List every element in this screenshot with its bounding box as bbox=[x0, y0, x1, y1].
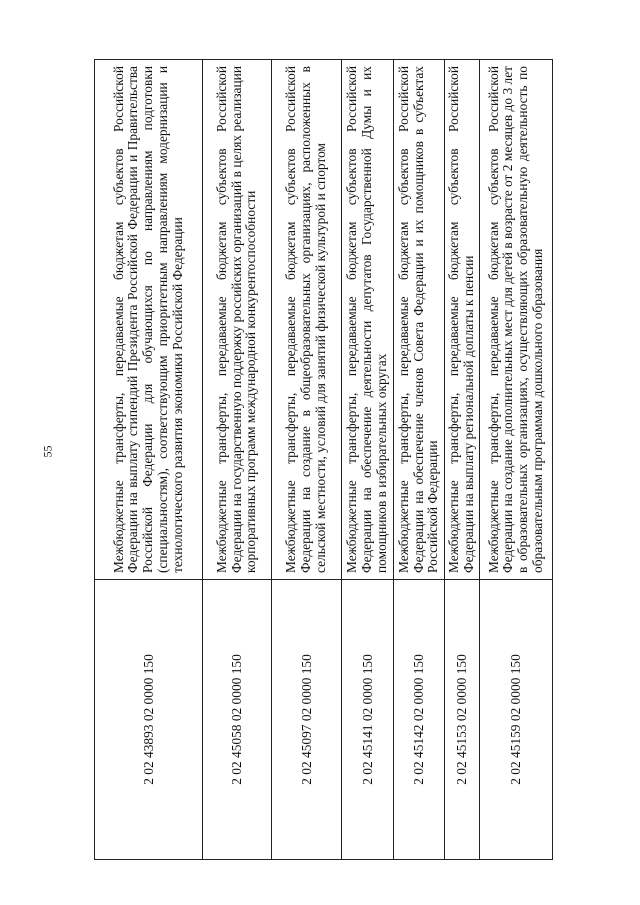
description-cell: Межбюджетные трансферты, передаваемые бюджетам субъектов Российской Федерации на обеспечение деятельности депутатов Государственной Думы и их помощников в избирательных округах bbox=[342, 60, 394, 580]
description-cell: Межбюджетные трансферты, передаваемые бюджетам субъектов Российской Федерации на обеспечение членов Совета Федерации и их помощников в субъектах Российской Федерации bbox=[394, 60, 445, 580]
table-row bbox=[480, 60, 553, 860]
description-cell: Межбюджетные трансферты, передаваемые бюджетам субъектов Российской Федерации на выплату стипендий Президента Российской Федерации и Правительства Российской Федерации для обучающихся по направлениям подготовки (специальностям), соответствующим приоритетным направлениям модернизации и технологического развития экономики Российской Федерации bbox=[95, 60, 203, 580]
table-row bbox=[394, 60, 445, 860]
budget-code-cell: 2 02 45141 02 0000 150 bbox=[342, 580, 394, 860]
description-cell: Межбюджетные трансферты, передаваемые бюджетам субъектов Российской Федерации на создание дополнительных мест для детей в возрасте от 2 месяцев до 3 лет в образовательных организациях, осуществляющих образовательную деятельность по образовательным программам дошкольного образования bbox=[480, 60, 553, 580]
page-number: 55 bbox=[40, 445, 55, 458]
budget-code-cell: 2 02 45153 02 0000 150 bbox=[445, 580, 480, 860]
budget-code-cell: 2 02 45097 02 0000 150 bbox=[272, 580, 342, 860]
budget-code-table bbox=[94, 59, 553, 860]
budget-code-table-rotated bbox=[94, 60, 552, 860]
table-row bbox=[445, 60, 480, 860]
description-cell: Межбюджетные трансферты, передаваемые бюджетам субъектов Российской Федерации на создание в общеобразовательных организациях, расположенных в сельской местности, условий для занятий физической культурой и спортом bbox=[272, 60, 342, 580]
budget-code-cell: 2 02 45058 02 0000 150 bbox=[203, 580, 272, 860]
table-row bbox=[203, 60, 272, 860]
table-row bbox=[272, 60, 342, 860]
budget-code-cell: 2 02 43893 02 0000 150 bbox=[95, 580, 203, 860]
budget-code-cell: 2 02 45142 02 0000 150 bbox=[394, 580, 445, 860]
table-row bbox=[342, 60, 394, 860]
description-cell: Межбюджетные трансферты, передаваемые бюджетам субъектов Российской Федерации на государственную поддержку российских организаций в целях реализации корпоративных программ международной конкурентоспособности bbox=[203, 60, 272, 580]
table-row bbox=[95, 60, 203, 860]
description-cell: Межбюджетные трансферты, передаваемые бюджетам субъектов Российской Федерации на выплату региональной доплаты к пенсии bbox=[445, 60, 480, 580]
budget-code-cell: 2 02 45159 02 0000 150 bbox=[480, 580, 553, 860]
